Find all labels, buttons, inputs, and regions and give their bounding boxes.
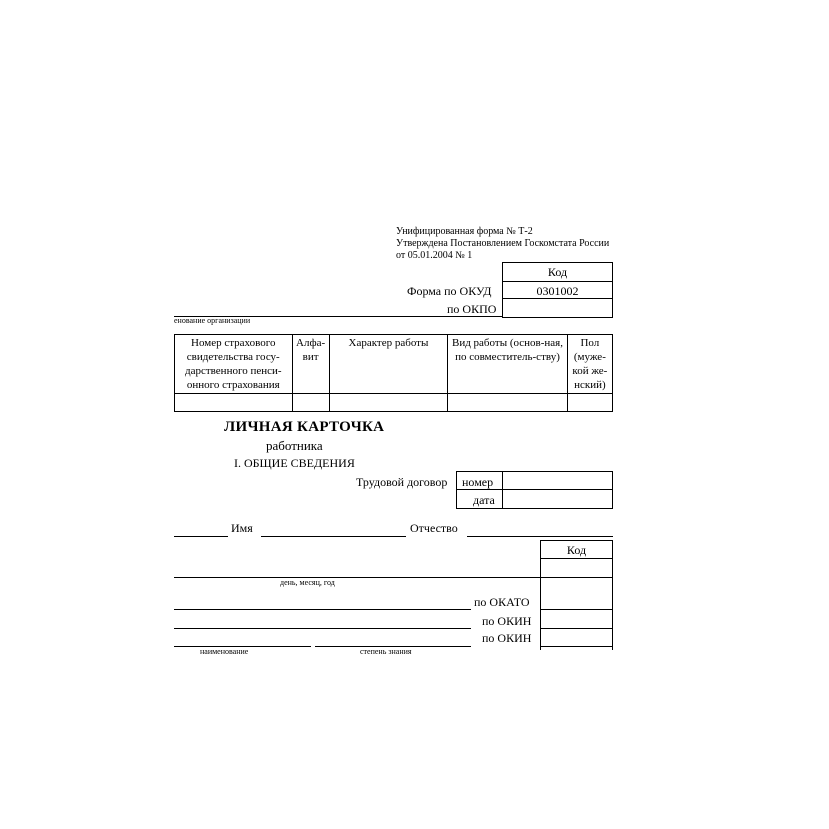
card-subtitle: работника	[266, 438, 323, 453]
language-name-caption: наименование	[200, 647, 249, 656]
first-name-line[interactable]	[261, 536, 406, 537]
birth-date-line[interactable]	[174, 577, 540, 578]
card-title: ЛИЧНАЯ КАРТОЧКА	[224, 419, 385, 435]
contract-date-field[interactable]	[504, 490, 612, 508]
first-name-label: Имя	[231, 521, 253, 535]
form-header-line2: Утверждена Постановлением Госкомстата России	[396, 238, 610, 249]
patronymic-label: Отчество	[410, 521, 458, 535]
citizenship-line[interactable]	[174, 628, 471, 629]
contract-date-label: дата	[473, 493, 495, 507]
okin-label-1: по ОКИН	[482, 614, 532, 628]
cell-alphabet[interactable]	[292, 394, 329, 412]
language-level-caption: степень знания	[360, 647, 412, 656]
surname-line[interactable]	[174, 536, 228, 537]
column-work-type: Вид работы (основ-ная, по совместитель-ству)	[448, 335, 568, 394]
column-insurance-number: Номер страхового свидетельства госу-дарственного пенси-онного страхования	[175, 335, 293, 394]
cell-work-type[interactable]	[448, 394, 568, 412]
birth-date-caption: день, месяц, год	[280, 578, 335, 587]
okato-label: по ОКАТО	[474, 595, 530, 609]
staff-info-table	[174, 334, 613, 412]
okud-value[interactable]: 0301002	[536, 284, 579, 298]
column-work-nature: Характер работы	[329, 335, 448, 394]
contract-label: Трудовой договор	[356, 475, 448, 489]
section-title: I. ОБЩИЕ СВЕДЕНИЯ	[234, 456, 355, 470]
birthplace-line[interactable]	[174, 609, 471, 610]
patronymic-line[interactable]	[467, 536, 613, 537]
code-heading-top: Код	[547, 265, 568, 279]
organization-caption: енование организации	[174, 316, 251, 325]
cell-gender[interactable]	[567, 394, 612, 412]
column-gender: Пол (муже-кой же-нский)	[567, 335, 612, 394]
okud-label: Форма по ОКУД	[407, 284, 492, 298]
contract-number-label: номер	[462, 475, 494, 489]
okpo-label: по ОКПО	[447, 302, 497, 316]
contract-number-field[interactable]	[504, 472, 612, 488]
column-alphabet: Алфа-вит	[292, 335, 329, 394]
okin-label-2: по ОКИН	[482, 631, 532, 645]
code-heading-bottom: Код	[566, 543, 587, 557]
cell-work-nature[interactable]	[329, 394, 448, 412]
form-header-line1: Унифицированная форма № Т-2	[396, 226, 533, 237]
form-header-line3: от 05.01.2004 № 1	[396, 250, 473, 261]
cell-insurance-number[interactable]	[175, 394, 293, 412]
